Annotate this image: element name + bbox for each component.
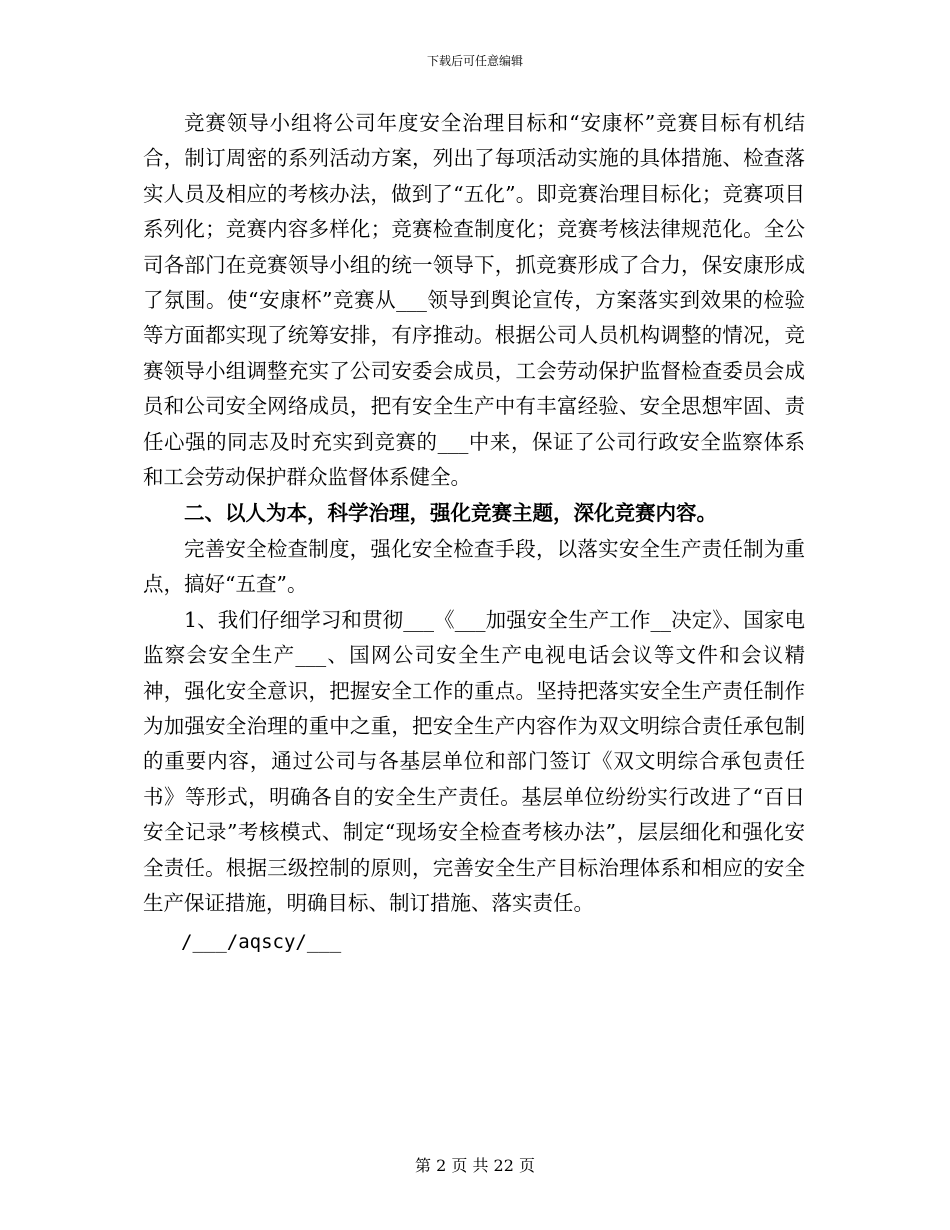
url-text: /___/aqscy/___: [181, 931, 342, 954]
paragraph-inspection-system: 完善安全检查制度，强化安全检查手段，以落实安全生产责任制为重点，搞好“五查”。: [143, 536, 805, 597]
document-body: [143, 106, 805, 961]
paragraph-item-1: 1、我们仔细学习和贯彻___《___加强安全生产工作__决定》、国家电监察会安全生产___、国网公司安全生产电视电话会议等文件和会议精神，强化安全意识，把握安全工作的重点。坚持把落实安全生产责任制作为加强安全治理的重中之重，把安全生产内容作为双文明综合责任承包制的重要内容，通过公司与各基层单位和部门签订《双文明综合承包责任书》等形式，明确各自的安全生产责任。基层单位纷纷实行改进了“百日安全记录”考核模式、制定“现场安全检查考核办法”，层层细化和强化安全责任。根据三级控制的原则，完善安全生产目标治理体系和相应的安全生产保证措施，明确目标、制订措施、落实责任。: [143, 607, 805, 915]
paragraph-competition-organization: 竞赛领导小组将公司年度安全治理目标和“安康杯”竞赛目标有机结合，制订周密的系列活动方案，列出了每项活动实施的具体措施、检查落实人员及相应的考核办法，做到了“五化”。即竞赛治理目标化；竞赛项目系列化；竞赛内容多样化；竞赛检查制度化；竞赛考核法律规范化。全公司各部门在竞赛领导小组的统一领导下，抓竞赛形成了合力，保安康形成了氛围。使“安康杯”竞赛从___领导到舆论宣传，方案落实到效果的检验等方面都实现了统筹安排，有序推动。根据公司人员机构调整的情况，竞赛领导小组调整充实了公司安委会成员，工会劳动保护监督检查委员会成员和公司安全网络成员，把有安全生产中有丰富经验、安全思想牢固、责任心强的同志及时充实到竞赛的___中来，保证了公司行政安全监察体系和工会劳动保护群众监督体系健全。: [143, 111, 805, 490]
page-number-footer: 第 2 页 共 22 页: [415, 1156, 535, 1175]
page-header: 下载后可任意编辑: [426, 54, 523, 68]
section-heading: 二、以人为本，科学治理，强化竞赛主题，深化竞赛内容。: [184, 501, 717, 526]
